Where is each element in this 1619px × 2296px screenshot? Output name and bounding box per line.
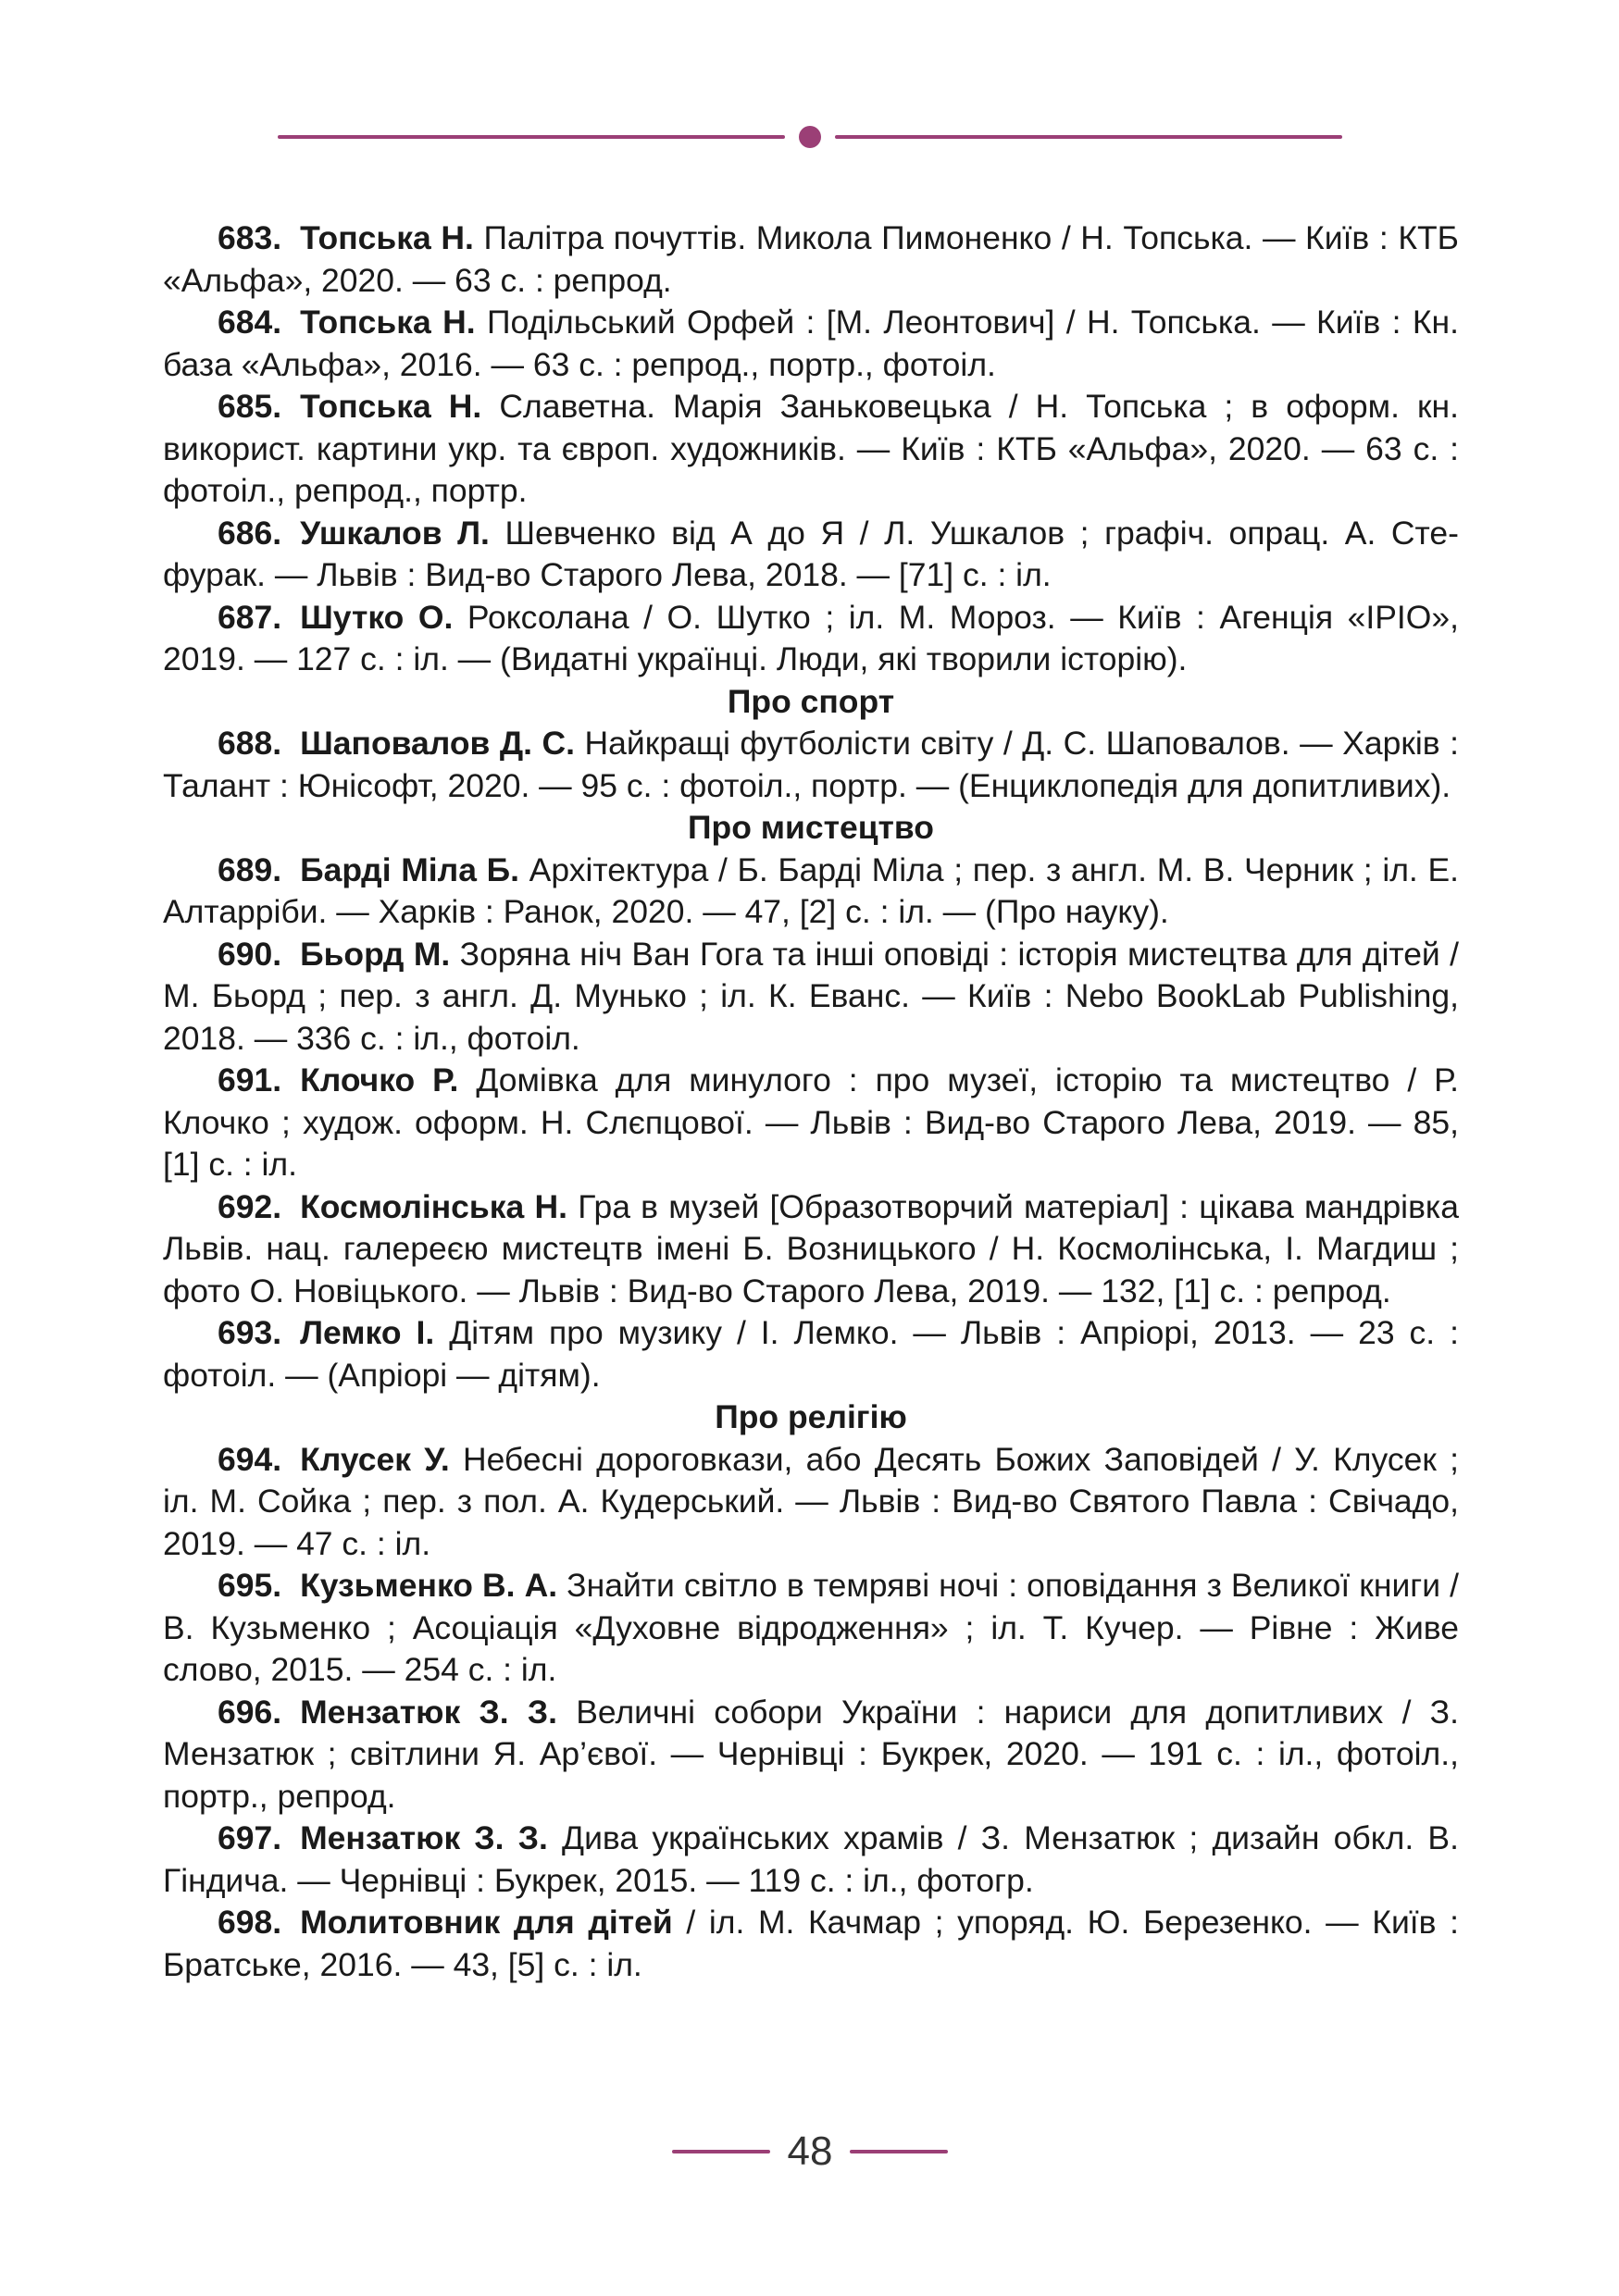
entry-number: 689. — [218, 850, 282, 888]
entry-685 — [163, 386, 1459, 513]
entry-683 — [163, 217, 1459, 302]
bibliography-list — [163, 217, 1459, 1986]
entry-692 — [163, 1186, 1459, 1313]
entry-number: 684. — [218, 304, 282, 341]
entry-author: Шаповалов Д. С. — [300, 725, 575, 762]
entry-694 — [163, 1439, 1459, 1566]
entry-author: Кузьменко В. А. — [300, 1567, 558, 1604]
entry-text: Дива українських храмів / З. Мензатюк ; дизайн обкл. В. Гіндича. — Чернівці : Букрек, 2015. — 119 с. : іл., фотогр. — [163, 1819, 1459, 1899]
entry-number: 691. — [218, 1061, 282, 1098]
entry-number: 693. — [218, 1314, 282, 1351]
section-heading-religion: Про релігію — [715, 1398, 907, 1435]
entry-author: Мензатюк З. З. — [300, 1819, 548, 1856]
entry-number: 688. — [218, 725, 282, 762]
entry-number: 690. — [218, 935, 282, 973]
entry-686 — [163, 513, 1459, 597]
entry-author: Космолінська Н. — [300, 1187, 567, 1225]
entry-author: Ушкалов Л. — [300, 514, 490, 552]
entry-text: Найкращі футболісти світу / Д. С. Шаповалов. — Харків : Талант : Юнісофт, 2020. — 95 с. : фотоіл., портр. — (Енциклопедія для допитливих). — [163, 725, 1459, 804]
entry-number: 694. — [218, 1440, 282, 1478]
entry-author: Топська Н. — [300, 304, 476, 341]
entry-text: Палітра почуттів. Микола Пимоненко / Н. Топська. — Київ : КТБ «Альфа», 2020. — 63 с. : репрод. — [163, 219, 1459, 299]
entry-687 — [163, 597, 1459, 681]
entry-author: Топська Н. — [300, 219, 474, 256]
entry-author: Шутко О. — [300, 598, 454, 636]
entry-text: Знайти світло в темряві ночі : оповідання з Великої книги / В. Кузьменко ; Асоціація «Духовне відродження» ; іл. Т. Кучер. — Рівне : Живе слово, 2015. — 254 с. : іл. — [163, 1567, 1459, 1688]
page-footer — [0, 2124, 1619, 2179]
entry-698 — [163, 1902, 1459, 1986]
entry-text: / іл. М. Качмар ; упоряд. Ю. Березенко. — Київ : Братське, 2016. — 43, [5] с. : іл. — [163, 1904, 1459, 1983]
section-heading-sport: Про спорт — [727, 682, 895, 720]
top-ornament — [278, 126, 1342, 148]
entry-691 — [163, 1060, 1459, 1186]
entry-author: Барді Міла Б. — [300, 850, 519, 888]
entry-author: Клочко Р. — [300, 1061, 459, 1098]
page-number: 48 — [787, 2128, 833, 2174]
entry-number: 687. — [218, 598, 282, 636]
entry-text: Небесні дороговкази, або Десять Божих Заповідей / У. Клусек ; іл. М. Сойка ; пер. з пол. А. Кудерський. — Львів : Вид-во Святого Павла : Свічадо, 2019. — 47 с. : іл. — [163, 1440, 1459, 1562]
entry-text: Роксолана / О. Шутко ; іл. М. Мороз. — Київ : Агенція «ІРІО», 2019. — 127 с. : іл. — (Видатні українці. Люди, які творили історію). — [163, 598, 1459, 677]
entry-number: 697. — [218, 1819, 282, 1856]
entry-693 — [163, 1312, 1459, 1396]
entry-690 — [163, 934, 1459, 1061]
entry-author: Молитовник для дітей — [300, 1904, 673, 1941]
entry-author: Клусек У. — [300, 1440, 450, 1478]
entry-author: Лемко І. — [300, 1314, 435, 1351]
ornament-dot-icon — [799, 126, 821, 148]
entry-695 — [163, 1565, 1459, 1692]
entry-author: Бьорд М. — [300, 935, 451, 973]
entry-number: 698. — [218, 1904, 282, 1941]
entry-number: 686. — [218, 514, 282, 552]
entry-number: 685. — [218, 388, 282, 425]
entry-text: Гра в музей [Образотворчий матеріал] : цікава мандрівка Львів. нац. галереєю мистецтв імені Б. Возницького / Н. Космолінська, І. Магдиш ; фото О. Новіцького. — Львів : Вид-во Старого Лева, 2019. — 132, [1] с. : репрод. — [163, 1187, 1459, 1309]
entry-697 — [163, 1818, 1459, 1902]
entry-689 — [163, 850, 1459, 934]
section-heading-art: Про мистецтво — [688, 809, 934, 846]
entry-text: Зоряна ніч Ван Гога та інші оповіді : історія мистецтва для дітей / М. Бьорд ; пер. з англ. Д. Мунько ; іл. К. Еванс. — Київ : Nebo BookLab Publishing, 2018. — 336 с. : іл., фотоіл. — [163, 935, 1459, 1057]
entry-author: Топська Н. — [300, 388, 482, 425]
entry-author: Мензатюк З. З. — [300, 1693, 557, 1731]
entry-696 — [163, 1692, 1459, 1818]
ornament-line-left — [278, 135, 785, 139]
ornament-line-right — [835, 135, 1342, 139]
footer-line-left — [672, 2150, 770, 2153]
entry-688 — [163, 723, 1459, 807]
entry-text: Шевченко від А до Я / Л. Ушкалов ; графіч. опрац. А. Стефурак. — Львів : Вид-во Старого Лева, 2018. — [71] с. : іл. — [163, 514, 1459, 593]
entry-number: 696. — [218, 1693, 282, 1731]
footer-line-right — [850, 2150, 948, 2153]
entry-text: Архітектура / Б. Барді Міла ; пер. з англ. М. В. Черник ; іл. Е. Алтарріби. — Харків : Ранок, 2020. — 47, [2] с. : іл. — (Про науку). — [163, 850, 1459, 930]
entry-number: 683. — [218, 219, 282, 256]
entry-text: Дітям про музику / І. Лемко. — Львів : Апріорі, 2013. — 23 с. : фотоіл. — (Апріорі — дітям). — [163, 1314, 1459, 1394]
entry-text: Славетна. Марія Заньковецька / Н. Топська ; в оформ. кн. використ. картини укр. та європ. художників. — Київ : КТБ «Альфа», 2020. — 63 с. : фотоіл., репрод., портр. — [163, 388, 1459, 509]
entry-text: Домівка для минулого : про музеї, історію та мистецтво / Р. Клочко ; худож. оформ. Н. Слєпцової. — Львів : Вид-во Старого Лева, 2019. — 85, [1] с. : іл. — [163, 1061, 1459, 1183]
entry-number: 692. — [218, 1187, 282, 1225]
entry-684 — [163, 302, 1459, 386]
entry-text: Величні собори України : нариси для допитливих / З. Мензатюк ; світлини Я. Ар’євої. — Чернівці : Букрек, 2020. — 191 с. : іл., фотоіл., портр., репрод. — [163, 1693, 1459, 1815]
entry-text: Подільський Орфей : [М. Леонтович] / Н. Топська. — Київ : Кн. база «Альфа», 2016. — 63 с. : репрод., портр., фотоіл. — [163, 304, 1459, 383]
entry-number: 695. — [218, 1567, 282, 1604]
